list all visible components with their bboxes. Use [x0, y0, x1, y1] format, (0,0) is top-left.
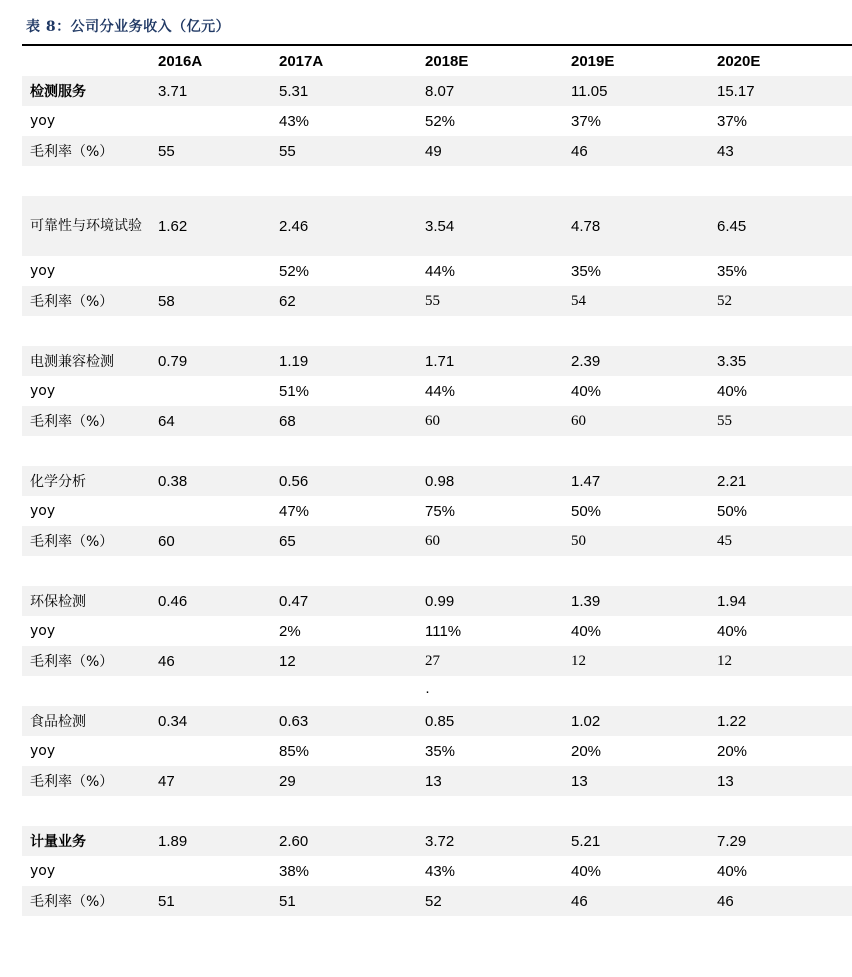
table-cell: 52: [717, 286, 852, 316]
spacer-row: [22, 796, 852, 826]
table-cell: 3.54: [425, 196, 571, 256]
table-cell: [717, 316, 852, 346]
row-label: 电测兼容检测: [22, 346, 158, 376]
row-label: 毛利率（%）: [22, 136, 158, 166]
table-row: [22, 826, 852, 856]
table-cell: 46: [571, 886, 717, 916]
table-cell: [22, 676, 158, 706]
table-cell: 52%: [425, 112, 456, 130]
table-cell: 2%: [279, 622, 301, 640]
table-cell: 52: [425, 886, 571, 916]
table-cell: 11.05: [571, 76, 717, 106]
table-row: [22, 856, 852, 886]
table-cell: [571, 316, 717, 346]
table-cell: 20%: [571, 742, 602, 760]
header-cell: 2016A: [158, 52, 203, 70]
spacer-row: [22, 316, 852, 346]
table-cell: [158, 106, 279, 136]
table-cell: [425, 556, 571, 586]
table-cell: [22, 796, 158, 826]
table-cell: 37%: [717, 112, 748, 130]
table-cell: [425, 436, 571, 466]
table-cell: 40%: [571, 862, 602, 880]
table-cell: 40%: [717, 862, 748, 880]
row-label: 毛利率（%）: [22, 766, 158, 796]
table-cell: 1.02: [571, 706, 717, 736]
row-label: 毛利率（%）: [22, 886, 158, 916]
table-cell: 0.79: [158, 346, 279, 376]
table-title: 表 8：公司分业务收入（亿元）: [26, 19, 231, 35]
table-cell: 49: [425, 136, 571, 166]
table-cell: [158, 676, 279, 706]
table-cell: [717, 796, 852, 826]
table-cell: 43%: [279, 112, 310, 130]
table-row: [22, 766, 852, 796]
table-cell: 0.85: [425, 706, 571, 736]
table-cell: 3.72: [425, 826, 571, 856]
table-cell: 15.17: [717, 76, 852, 106]
row-label: 计量业务: [22, 826, 158, 856]
table-cell: 2.46: [279, 196, 425, 256]
table-cell: [279, 316, 425, 346]
table-cell: [717, 166, 852, 196]
table-cell: [717, 436, 852, 466]
table-cell: 12: [279, 646, 425, 676]
table-cell: 5.21: [571, 826, 717, 856]
table-cell: [22, 556, 158, 586]
header-cell: [22, 46, 158, 76]
table-cell: 29: [279, 766, 425, 796]
table-cell: 4.78: [571, 196, 717, 256]
table-row: [22, 466, 852, 496]
table-cell: 1.22: [717, 706, 852, 736]
table-cell: 6.45: [717, 196, 852, 256]
table-cell: ·: [425, 682, 430, 700]
table-row: [22, 106, 852, 136]
table-cell: 44%: [425, 262, 456, 280]
table-row: [22, 196, 852, 256]
table-cell: [22, 436, 158, 466]
header-cell: 2017A: [279, 52, 324, 70]
table-cell: 0.38: [158, 466, 279, 496]
table-cell: 0.56: [279, 466, 425, 496]
table-cell: 35%: [571, 262, 602, 280]
table-cell: 65: [279, 526, 425, 556]
table-row: [22, 646, 852, 676]
table-cell: 52%: [279, 262, 310, 280]
table-cell: 50: [571, 526, 717, 556]
table-cell: 58: [158, 286, 279, 316]
spacer-row: [22, 556, 852, 586]
table-cell: [717, 676, 852, 706]
table-cell: 13: [717, 766, 852, 796]
table-cell: 37%: [571, 112, 602, 130]
table-cell: 60: [571, 406, 717, 436]
table-row: [22, 616, 852, 646]
table-cell: [22, 316, 158, 346]
table-cell: 1.19: [279, 346, 425, 376]
table-cell: [279, 676, 425, 706]
table-cell: [571, 796, 717, 826]
table-cell: 13: [425, 766, 571, 796]
table-cell: 50%: [717, 502, 748, 520]
table-cell: 111%: [425, 622, 462, 640]
table-row: [22, 346, 852, 376]
table-cell: 43: [717, 136, 852, 166]
table-cell: [425, 316, 571, 346]
row-label: 毛利率（%）: [22, 406, 158, 436]
table-cell: [425, 166, 571, 196]
table-cell: 3.71: [158, 76, 279, 106]
row-label: 化学分析: [22, 466, 158, 496]
table-cell: 64: [158, 406, 279, 436]
table-cell: [158, 376, 279, 406]
table-row: [22, 526, 852, 556]
table-cell: 60: [158, 526, 279, 556]
table-row: [22, 76, 852, 106]
table-row: [22, 256, 852, 286]
table-row: [22, 136, 852, 166]
table-cell: 40%: [571, 382, 602, 400]
table-cell: 51: [158, 886, 279, 916]
table-row: [22, 376, 852, 406]
table-cell: 40%: [571, 622, 602, 640]
table-row: [22, 736, 852, 766]
row-label: yoy: [30, 113, 56, 129]
table-cell: [158, 436, 279, 466]
table-cell: 47: [158, 766, 279, 796]
table-cell: 60: [425, 406, 571, 436]
spacer-row: [22, 436, 852, 466]
table-cell: 40%: [717, 382, 748, 400]
table-cell: 2.39: [571, 346, 717, 376]
header-row: [22, 46, 852, 76]
table-cell: 46: [717, 886, 852, 916]
table-cell: 38%: [279, 862, 310, 880]
table-cell: 50%: [571, 502, 602, 520]
table-cell: 1.89: [158, 826, 279, 856]
table-cell: 46: [158, 646, 279, 676]
table-cell: [158, 316, 279, 346]
table-cell: 55: [279, 136, 425, 166]
row-label: yoy: [30, 383, 56, 399]
spacer-row: [22, 166, 852, 196]
table-cell: [279, 436, 425, 466]
table-cell: 55: [158, 136, 279, 166]
table-cell: [158, 496, 279, 526]
table-cell: 0.46: [158, 586, 279, 616]
table-cell: [22, 166, 158, 196]
table-cell: 13: [571, 766, 717, 796]
row-label: 可靠性与环境试验: [22, 196, 158, 256]
table-cell: 3.35: [717, 346, 852, 376]
table-cell: 45: [717, 526, 852, 556]
table-row: [22, 586, 852, 616]
table-cell: 7.29: [717, 826, 852, 856]
table-cell: [571, 166, 717, 196]
table-cell: 27: [425, 646, 571, 676]
header-cell: 2020E: [717, 52, 761, 70]
table-cell: [279, 796, 425, 826]
table-cell: 54: [571, 286, 717, 316]
table-cell: 1.62: [158, 196, 279, 256]
row-label: 毛利率（%）: [22, 526, 158, 556]
table-cell: 40%: [717, 622, 748, 640]
table-row: [22, 886, 852, 916]
table-cell: 1.39: [571, 586, 717, 616]
table-cell: 62: [279, 286, 425, 316]
header-cell: 2019E: [571, 52, 615, 70]
table-cell: 0.63: [279, 706, 425, 736]
table-row: [22, 286, 852, 316]
row-label: 食品检测: [22, 706, 158, 736]
table-row: [22, 706, 852, 736]
row-label: yoy: [30, 503, 56, 519]
table-cell: [717, 556, 852, 586]
header-cell: 2018E: [425, 52, 469, 70]
row-label: 毛利率（%）: [22, 646, 158, 676]
table-cell: 43%: [425, 862, 456, 880]
row-label: 环保检测: [22, 586, 158, 616]
table-cell: 75%: [425, 502, 456, 520]
table-cell: [158, 796, 279, 826]
table-cell: 44%: [425, 382, 456, 400]
table-cell: [158, 256, 279, 286]
table-cell: 47%: [279, 502, 310, 520]
table-cell: 12: [717, 646, 852, 676]
row-label: 毛利率（%）: [22, 286, 158, 316]
table-cell: 60: [425, 526, 571, 556]
table-cell: 1.47: [571, 466, 717, 496]
row-label: yoy: [30, 623, 56, 639]
table-cell: 8.07: [425, 76, 571, 106]
table-cell: [571, 436, 717, 466]
row-label: yoy: [30, 863, 56, 879]
table-cell: 51%: [279, 382, 310, 400]
table-cell: 35%: [425, 742, 456, 760]
table-cell: 12: [571, 646, 717, 676]
spacer-row: [22, 676, 852, 706]
table-cell: [425, 796, 571, 826]
table-cell: [571, 556, 717, 586]
table-cell: [158, 556, 279, 586]
table-cell: 0.34: [158, 706, 279, 736]
table-cell: 46: [571, 136, 717, 166]
revenue-table: [22, 46, 852, 916]
table-cell: [279, 166, 425, 196]
row-label: yoy: [30, 263, 56, 279]
table-cell: 1.94: [717, 586, 852, 616]
table-cell: 0.47: [279, 586, 425, 616]
table-cell: 5.31: [279, 76, 425, 106]
table-cell: 51: [279, 886, 425, 916]
table-cell: 68: [279, 406, 425, 436]
table-cell: 2.21: [717, 466, 852, 496]
table-cell: [158, 736, 279, 766]
table-cell: [158, 856, 279, 886]
row-label: 检测服务: [22, 76, 158, 106]
table-cell: 20%: [717, 742, 748, 760]
table-cell: [571, 676, 717, 706]
table-cell: 1.71: [425, 346, 571, 376]
table-row: [22, 496, 852, 526]
table-cell: [279, 556, 425, 586]
table-cell: [158, 166, 279, 196]
table-cell: 0.98: [425, 466, 571, 496]
table-cell: [158, 616, 279, 646]
table-row: [22, 406, 852, 436]
table-cell: 85%: [279, 742, 310, 760]
table-cell: 0.99: [425, 586, 571, 616]
table-cell: 35%: [717, 262, 748, 280]
table-cell: 55: [425, 286, 571, 316]
table-cell: 55: [717, 406, 852, 436]
row-label: yoy: [30, 743, 56, 759]
table-cell: 2.60: [279, 826, 425, 856]
